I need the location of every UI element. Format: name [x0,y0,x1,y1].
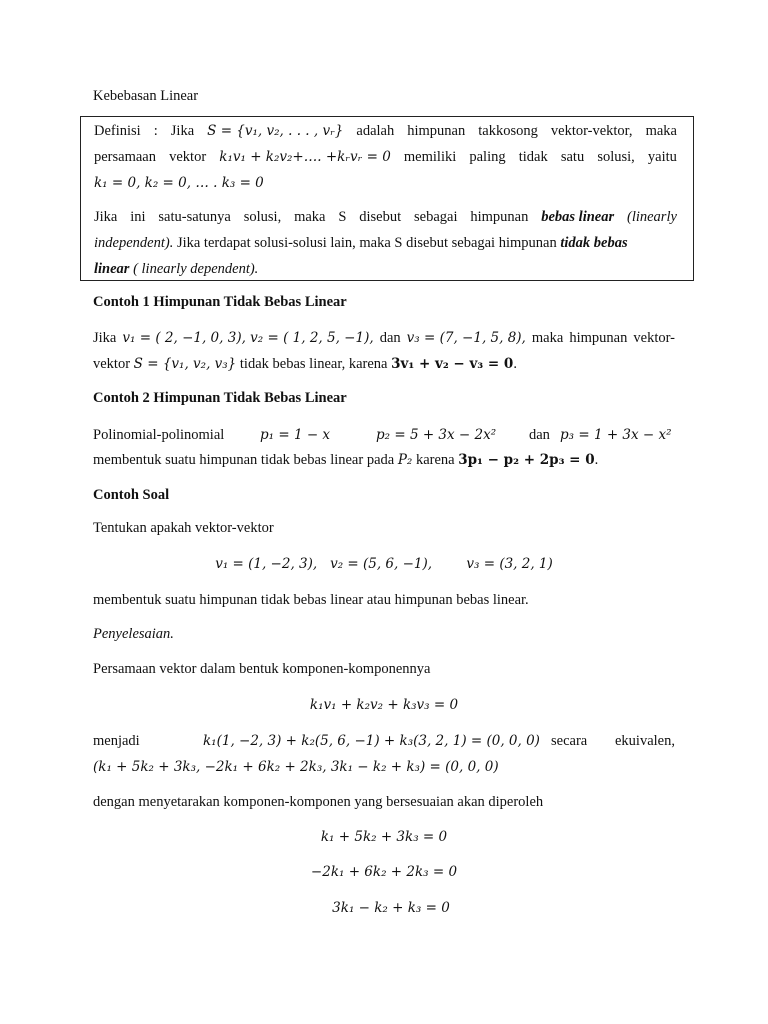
equivalent-equation-formula: (k₁ + 5k₂ + 3k₃, −2k₁ + 6k₂ + 2k₃, 3k₁ − k₂ + k₃) = (0, 0, 0) [93,759,499,775]
solution-vector-equation [93,695,675,715]
dependency-relation-formula: 3v₁ + v₂ − v₃ = 0 [391,356,514,372]
definition-word: : [153,123,158,139]
definition-box [80,116,694,281]
polynomial-p2-formula: p₂ = 5 + 3x − 2x² [376,427,497,443]
definition-word: tidak [518,149,548,165]
solution-intro: Persamaan vektor dalam bentuk komponen-komponennya [93,661,431,677]
definition-line-5 [94,233,677,253]
definition-word: (linearly [626,209,677,225]
definition-text: Jika terdapat solusi-solusi lain, maka S disebut sebagai himpunan [176,235,557,251]
equation-1-formula: k₁ + 5k₂ + 3k₃ = 0 [320,829,448,845]
polynomial-p3-formula: p₃ = 1 + 3x − x² [560,427,672,443]
definition-word: maka [645,123,677,139]
definition-word: Jika [170,123,195,139]
definition-word: himpunan [407,123,466,139]
equation-3-formula: 3k₁ − k₂ + k₃ = 0 [332,900,450,916]
set-s-formula: S = {v₁, v₂, v₃} [133,356,237,372]
example2-text: karena [415,452,455,468]
definition-word: Definisi [94,123,141,139]
definition-word: ( linearly dependent). [133,261,259,277]
term-linear: linear [94,261,130,277]
definition-word: Jika [94,209,118,225]
definition-word: S [338,209,347,225]
definition-line-3 [94,173,677,193]
component-equation-formula: k₁(1, −2, 3) + k₂(5, 6, −1) + k₃(3, 2, 1) = (0, 0, 0) [203,733,540,749]
definition-line-6 [94,259,677,279]
system-equation-2 [93,862,675,882]
system-equation-3 [93,898,675,918]
example1-word: vektor- [633,330,675,346]
trivial-solution-formula: k₁ = 0, k₂ = 0, … . k₃ = 0 [94,175,264,191]
definition-word: sebagai [414,209,458,225]
example1-word: Jika [93,330,117,346]
term-tidak-bebas: tidak bebas [560,235,628,251]
solution-word: secara [551,733,588,749]
definition-word: himpunan [470,209,529,225]
definition-line-4 [94,207,677,227]
set-s-formula: S = {v₁, v₂, . . . , vᵣ} [207,123,344,139]
example1-line-2 [93,354,675,374]
equation-2-formula: −2k₁ + 6k₂ + 2k₃ = 0 [310,864,458,880]
page-title: Kebebasan Linear [93,88,199,104]
definition-word: independent). [94,235,174,251]
space-p2: P₂ [397,452,413,468]
definition-word: persamaan [94,149,156,165]
definition-word: yaitu [647,149,677,165]
linear-combination-formula: k₁v₁ + k₂v₂+…. +kᵣvᵣ = 0 [219,149,391,165]
definition-word: ini [130,209,146,225]
definition-line-2 [94,147,677,167]
definition-line-1 [94,121,677,141]
solution-label: Penyelesaian. [93,626,174,642]
solution-line-then: dengan menyetarakan komponen-komponen yang bersesuaian akan diperoleh [93,794,544,810]
definition-word: memiliki [403,149,457,165]
problem-question: membentuk suatu himpunan tidak bebas linear atau himpunan bebas linear. [93,592,529,608]
definition-word: adalah [356,123,395,139]
example2-line-2 [93,450,675,470]
polynomial-relation-formula: 3p₁ − p₂ + 2p₃ = 0 [458,452,595,468]
solution-line-equivalent [93,757,675,777]
definition-word: vektor-vektor, [550,123,633,139]
term-bebas-linear: bebas linear [541,209,615,225]
definition-word: solusi, [597,149,635,165]
solution-word: menjadi [93,733,140,749]
example2-text: membentuk suatu himpunan tidak bebas linear pada [93,452,395,468]
definition-word: takkosong [478,123,538,139]
problem-vectors [93,554,675,574]
period: . [513,356,517,372]
example1-word: dan [379,330,401,346]
example2-word: dan [529,427,550,443]
problem-prompt: Tentukan apakah vektor-vektor [93,520,274,536]
example1-line-1 [93,328,675,348]
definition-word: satu-satunya [158,209,231,225]
definition-word: satu [560,149,585,165]
example1-heading: Contoh 1 Himpunan Tidak Bebas Linear [93,294,347,310]
definition-word: paling [469,149,506,165]
solution-word: ekuivalen, [615,733,675,749]
example2-heading: Contoh 2 Himpunan Tidak Bebas Linear [93,390,347,406]
period: . [594,452,599,468]
definition-word: maka [294,209,326,225]
problem-vectors-formula: v₁ = (1, −2, 3), v₂ = (5, 6, −1), v₃ = (3, 2, 1) [215,556,553,572]
system-equation-1 [93,827,675,847]
example1-word: himpunan [569,330,628,346]
polynomial-p1-formula: p₁ = 1 − x [260,427,331,443]
example1-text: tidak bebas linear, karena [239,356,388,372]
vectors-v1-v2-formula: v₁ = ( 2, −1, 0, 3), v₂ = ( 1, 2, 5, −1), [122,330,374,346]
definition-word: disebut [359,209,402,225]
example1-text: vektor [93,356,131,372]
vector-equation-formula: k₁v₁ + k₂v₂ + k₃v₃ = 0 [309,697,459,713]
vector-v3-formula: v₃ = (7, −1, 5, 8), [406,330,526,346]
definition-word: vektor [169,149,207,165]
example2-text: Polinomial-polinomial [93,427,225,443]
example1-word: maka [531,330,564,346]
problem-heading: Contoh Soal [93,487,170,503]
definition-word: solusi, [243,209,282,225]
